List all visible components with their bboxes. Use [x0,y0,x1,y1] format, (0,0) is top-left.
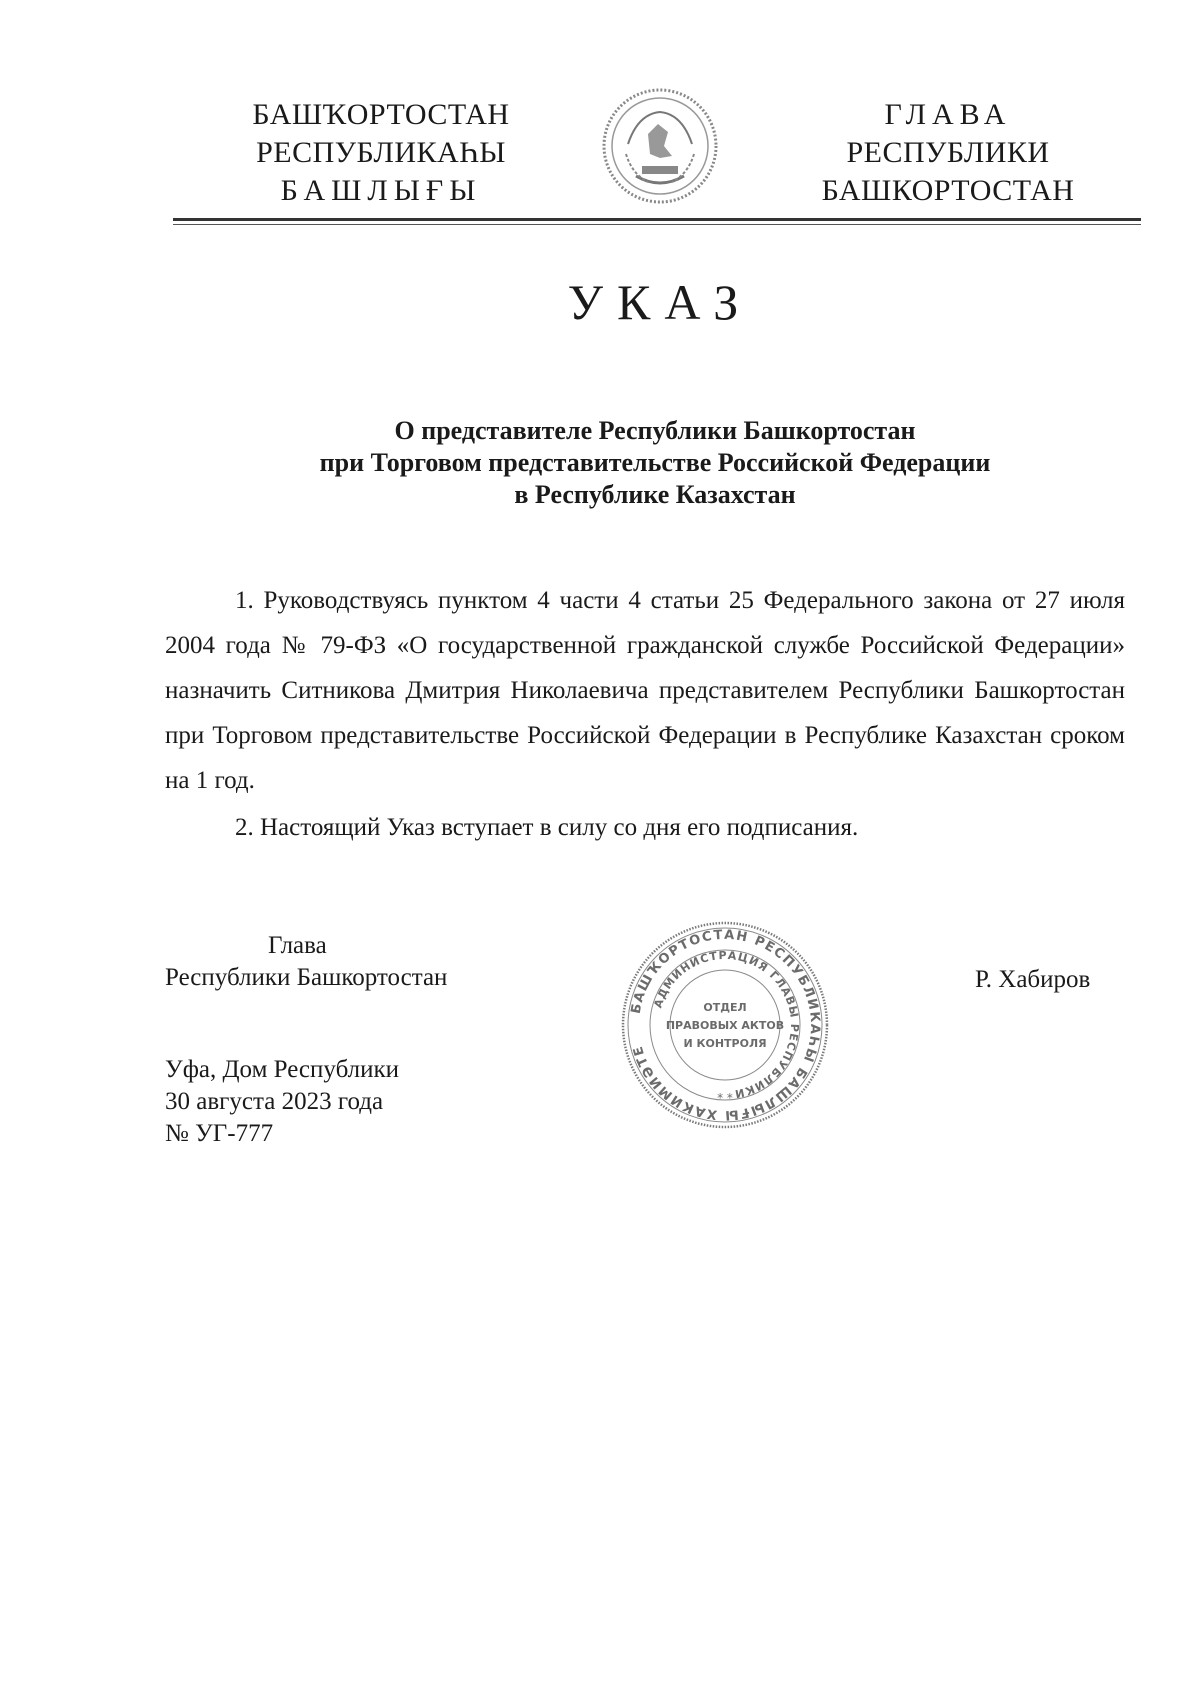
document-type-title: УКАЗ [567,274,753,330]
subject-line-2: при Торговом представительстве Российской Федерации [319,448,991,477]
header-divider-thin [173,224,1141,225]
stamp-center-line-2: ПРАВОВЫХ АКТОВ [665,1019,785,1032]
stamp-center-line-3: И КОНТРОЛЯ [683,1037,767,1050]
header-right-line-3: БАШКОРТОСТАН [821,174,1075,207]
header-right-line-1: ГЛАВА [884,98,1012,131]
stamp-center-line-1: ОТДЕЛ [703,1001,747,1014]
issue-number: № УГ-777 [165,1120,274,1147]
header-left-line-2: РЕСПУБЛИКАҺЫ [256,136,506,169]
signatory-position-line-1: Глава [268,932,327,959]
paragraph-1: 1. Руководствуясь пунктом 4 части 4 статьи 25 Федерального закона от 27 июля 2004 года № 79-ФЗ «О государственной гражданской службе Российской Федерации» назначить Ситникова Дмитрия Николаевича представителем Республики Башкортостан при Торговом представительстве Российской Федерации в Республике Казахстан сроком на 1 год. [165,587,1125,794]
header-bashkir-title [216,96,546,210]
signatory-position-line-2: Республики Башкортостан [165,964,448,991]
stamp-outer-text: БАШҠОРТОСТАН РЕСПУБЛИКАҺЫ БАШЛЫҒЫ ХАКИМИӘТЕ [628,927,823,1123]
stamp-star-icon: * * [717,1091,733,1105]
header-left-line-1: БАШҠОРТОСТАН [252,98,510,131]
issue-date: 30 августа 2023 года [165,1088,384,1115]
republic-emblem-icon [598,84,722,208]
signatory-name: Р. Хабиров [975,966,1091,993]
paragraph-2: 2. Настоящий Указ вступает в силу со дня его подписания. [235,814,859,841]
header-russian-title [783,96,1113,210]
subject-line-1: О представителе Республики Башкортостан [394,416,916,445]
header-left-line-3: БАШЛЫҒЫ [280,174,482,207]
subject-line-3: в Республике Казахстан [514,480,796,509]
header-right-line-2: РЕСПУБЛИКИ [846,136,1050,169]
official-stamp [618,918,832,1132]
issue-details [165,1054,399,1150]
issue-place: Уфа, Дом Республики [165,1056,400,1083]
header-divider [173,218,1141,221]
document-subject [180,415,1130,511]
document-body [165,578,1125,850]
stamp-inner-text: АДМИНИСТРАЦИЯ ГЛАВЫ РЕСПУБЛИКИ [651,948,802,1101]
